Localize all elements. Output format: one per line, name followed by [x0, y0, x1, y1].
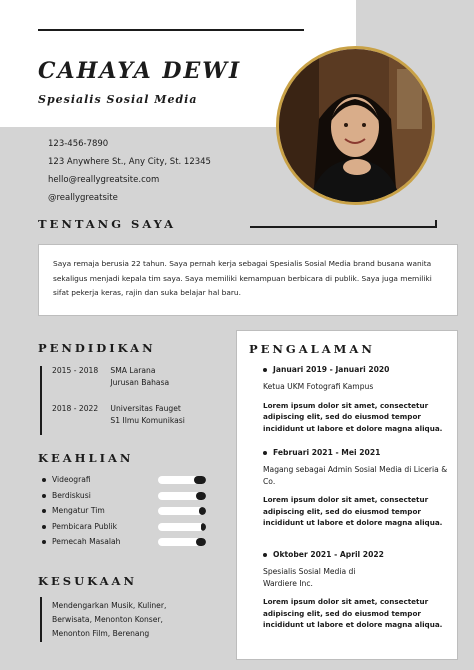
experience-role: Magang sebagai Admin Sosial Media di Liceria & Co. [263, 465, 448, 486]
education-details [110, 403, 184, 427]
experience-card [236, 330, 458, 660]
skill-level-track [158, 476, 206, 484]
education-major: Jurusan Bahasa [110, 378, 170, 387]
candidate-name: CAHAYA DEWI [38, 58, 242, 84]
contact-email: hello@reallygreatsite.com [48, 175, 160, 185]
skill-level-fill [194, 476, 206, 484]
candidate-role: Spesialis Sosial Media [38, 93, 198, 106]
about-box [38, 244, 458, 316]
about-divider [250, 226, 437, 228]
bullet-icon [42, 525, 46, 529]
skill-level-fill [199, 507, 206, 515]
experience-role: Spesialis Sosial Media di Wardiere Inc. [263, 567, 356, 588]
skill-label: Mengatur Tim [52, 506, 105, 515]
contact-list [48, 135, 211, 207]
contact-address: 123 Anywhere St., Any City, St. 12345 [48, 157, 211, 167]
skill-item [40, 505, 212, 521]
skill-level-fill [196, 492, 206, 500]
skill-level-fill [201, 523, 206, 531]
hobbies-bar [40, 597, 42, 642]
experience-description: Lorem ipsum dolor sit amet, consectetur adipiscing elit, sed do eiusmod tempor incididunt ut labore et dolore magna aliqua. [263, 597, 443, 629]
contact-social: @reallygreatsite [48, 193, 118, 203]
hobbies-list [52, 599, 166, 641]
skill-level-fill [196, 538, 206, 546]
skill-level-track [158, 492, 206, 500]
bullet-icon [42, 494, 46, 498]
experience-role: Ketua UKM Fotografi Kampus [263, 382, 374, 391]
education-major: S1 Ilmu Komunikasi [110, 416, 185, 425]
experience-date [263, 364, 453, 376]
education-years: 2015 - 2018 [52, 366, 99, 375]
skills-title: KEAHLIAN [38, 451, 134, 465]
education-item [52, 365, 169, 389]
hobby-line: Menonton Film, Berenang [52, 629, 150, 638]
about-divider-tick [435, 220, 437, 228]
bullet-icon [42, 540, 46, 544]
experience-date-text: Oktober 2021 - April 2022 [273, 550, 384, 559]
bullet-icon [42, 478, 46, 482]
experience-item [263, 447, 453, 529]
skill-item [40, 536, 212, 552]
bullet-icon [263, 368, 267, 372]
profile-photo [276, 46, 435, 205]
skill-level-track [158, 538, 206, 546]
skill-label: Pembicara Publik [52, 521, 118, 531]
experience-date [263, 549, 453, 561]
skill-item [40, 474, 212, 490]
skill-item [40, 490, 212, 506]
skill-label: Berdiskusi [52, 490, 91, 500]
about-title: TENTANG SAYA [38, 217, 177, 231]
skill-level-track [158, 507, 206, 515]
education-details [110, 365, 169, 389]
education-item [52, 403, 185, 427]
skill-label: Pemecah Masalah [52, 537, 121, 546]
education-bar [40, 366, 42, 435]
about-text: Saya remaja berusia 22 tahun. Saya pernah kerja sebagai Spesialis Sosial Media brand busana wanita sekaligus menjadi kepala tim saya. Saya memiliki kemampuan berbicara di publik. Saya juga memiliki sifat pekerja keras, rajin dan suka belajar hal baru. [53, 259, 432, 297]
experience-description: Lorem ipsum dolor sit amet, consectetur adipiscing elit, sed do eiusmod tempor incididunt ut labore et dolore magna aliqua. [263, 400, 443, 433]
skill-level-track [158, 523, 206, 531]
education-title: PENDIDIKAN [38, 341, 156, 355]
experience-date [263, 447, 453, 459]
education-school: Universitas Fauget [110, 404, 181, 413]
hobby-line: Berwisata, Menonton Konser, [52, 615, 163, 624]
skill-label: Videografi [52, 475, 91, 484]
experience-date-text: Januari 2019 - Januari 2020 [273, 365, 390, 374]
education-school: SMA Larana [110, 366, 156, 375]
skills-list [40, 474, 212, 552]
hobby-line: Mendengarkan Musik, Kuliner, [52, 601, 167, 610]
experience-item [263, 364, 453, 434]
skill-item [40, 521, 212, 537]
experience-item [263, 549, 453, 631]
experience-description: Lorem ipsum dolor sit amet, consectetur adipiscing elit, sed do eiusmod tempor incididunt ut labore et dolore magna aliqua. [263, 495, 443, 527]
bullet-icon [42, 509, 46, 513]
bullet-icon [263, 553, 267, 557]
bullet-icon [263, 451, 267, 455]
experience-title: PENGALAMAN [249, 342, 375, 356]
header-divider [38, 29, 304, 31]
contact-phone: 123-456-7890 [48, 139, 109, 149]
education-years: 2018 - 2022 [52, 404, 99, 413]
hobbies-title: KESUKAAN [38, 574, 137, 588]
profile-photo-image [279, 49, 432, 202]
experience-date-text: Februari 2021 - Mei 2021 [273, 448, 381, 457]
